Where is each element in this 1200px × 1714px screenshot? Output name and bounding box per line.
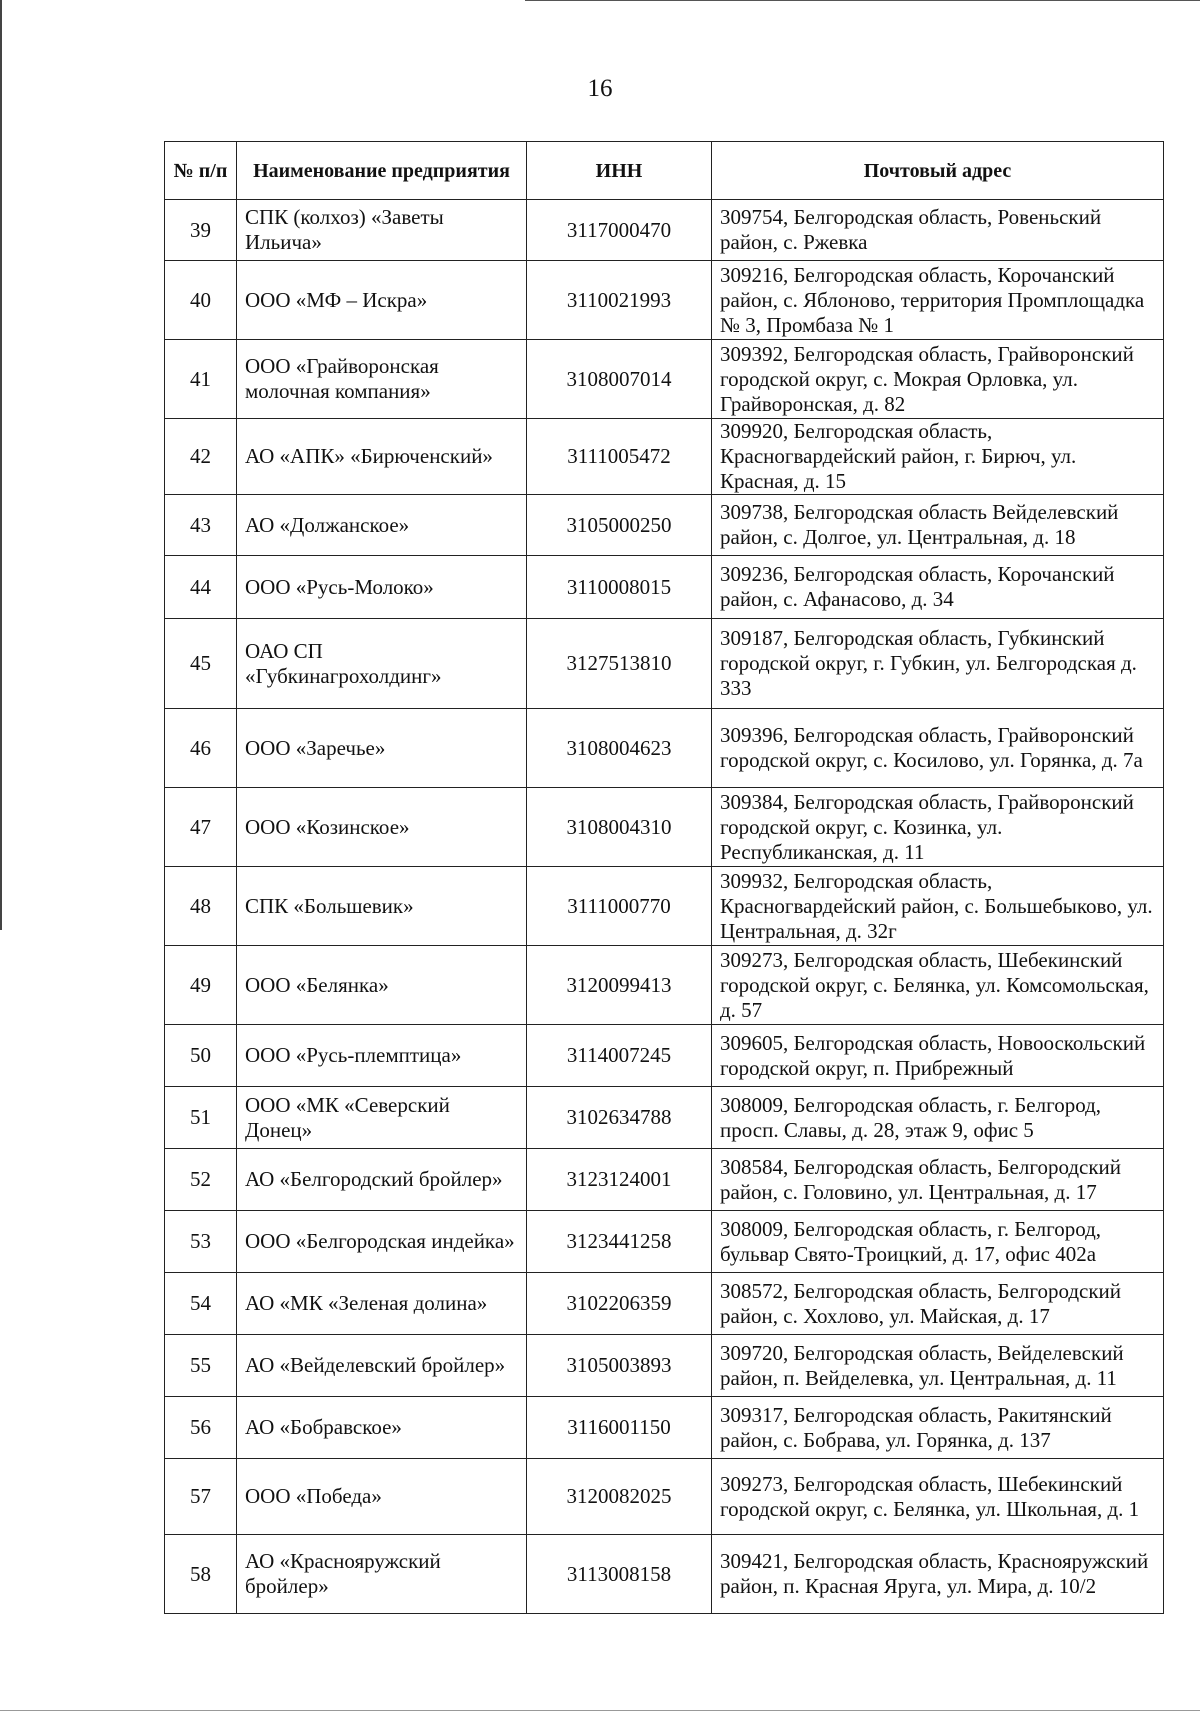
row-address: 309187, Белгородская область, Губкинский городской округ, г. Губкин, ул. Белгородская д. 333	[712, 619, 1164, 709]
row-address: 309236, Белгородская область, Корочанский район, с. Афанасово, д. 34	[712, 556, 1164, 619]
table-row	[165, 1459, 1164, 1535]
row-address: 309273, Белгородская область, Шебекинский городской округ, с. Белянка, ул. Школьная, д. 1	[712, 1459, 1164, 1535]
row-name: ООО «МК «Северский Донец»	[237, 1087, 527, 1149]
row-address: 309738, Белгородская область Вейделевский район, с. Долгое, ул. Центральная, д. 18	[712, 495, 1164, 556]
row-inn: 3123441258	[527, 1211, 712, 1273]
enterprise-table	[164, 141, 1164, 1614]
row-num: 45	[165, 619, 237, 709]
row-address: 309392, Белгородская область, Грайворонский городской округ, с. Мокрая Орловка, ул. Грайворонская, д. 82	[712, 340, 1164, 419]
table-row	[165, 556, 1164, 619]
table-row	[165, 1397, 1164, 1459]
row-name: ООО «МФ – Искра»	[237, 261, 527, 340]
page-number: 16	[587, 75, 613, 102]
table-row	[165, 619, 1164, 709]
row-num: 53	[165, 1211, 237, 1273]
row-inn: 3102634788	[527, 1087, 712, 1149]
row-inn: 3105000250	[527, 495, 712, 556]
row-num: 40	[165, 261, 237, 340]
row-address: 308584, Белгородская область, Белгородский район, с. Головино, ул. Центральная, д. 17	[712, 1149, 1164, 1211]
table-row	[165, 1149, 1164, 1211]
header-name: Наименование предприятия	[237, 142, 527, 200]
row-inn: 3110008015	[527, 556, 712, 619]
row-inn: 3120082025	[527, 1459, 712, 1535]
row-num: 55	[165, 1335, 237, 1397]
scan-line-bottom	[0, 1710, 1200, 1711]
row-num: 42	[165, 419, 237, 495]
header-address: Почтовый адрес	[712, 142, 1164, 200]
header-inn: ИНН	[527, 142, 712, 200]
row-inn: 3111000770	[527, 867, 712, 946]
row-address: 309920, Белгородская область, Красногвардейский район, г. Бирюч, ул. Красная, д. 15	[712, 419, 1164, 495]
scan-line-top	[525, 0, 1200, 1]
row-address: 309216, Белгородская область, Корочанский район, с. Яблоново, территория Промплощадка № 3, Промбаза № 1	[712, 261, 1164, 340]
row-name: АО «Должанское»	[237, 495, 527, 556]
row-num: 46	[165, 709, 237, 788]
row-inn: 3127513810	[527, 619, 712, 709]
row-name: ООО «Русь-племптица»	[237, 1025, 527, 1087]
row-inn: 3108004623	[527, 709, 712, 788]
row-inn: 3120099413	[527, 946, 712, 1025]
row-inn: 3116001150	[527, 1397, 712, 1459]
row-num: 39	[165, 200, 237, 261]
row-num: 44	[165, 556, 237, 619]
row-inn: 3123124001	[527, 1149, 712, 1211]
row-name: ОАО СП «Губкинагрохолдинг»	[237, 619, 527, 709]
row-num: 51	[165, 1087, 237, 1149]
row-name: АО «Белгородский бройлер»	[237, 1149, 527, 1211]
row-inn: 3108007014	[527, 340, 712, 419]
row-address: 309273, Белгородская область, Шебекинский городской округ, с. Белянка, ул. Комсомольская, д. 57	[712, 946, 1164, 1025]
row-num: 41	[165, 340, 237, 419]
row-address: 309932, Белгородская область, Красногвардейский район, с. Большебыково, ул. Центральная, д. 32г	[712, 867, 1164, 946]
row-address: 309605, Белгородская область, Новооскольский городской округ, п. Прибрежный	[712, 1025, 1164, 1087]
row-num: 56	[165, 1397, 237, 1459]
row-inn: 3102206359	[527, 1273, 712, 1335]
row-inn: 3110021993	[527, 261, 712, 340]
row-name: ООО «Белянка»	[237, 946, 527, 1025]
row-num: 48	[165, 867, 237, 946]
table-row	[165, 709, 1164, 788]
row-name: АО «Вейделевский бройлер»	[237, 1335, 527, 1397]
table-row	[165, 788, 1164, 867]
table-row	[165, 200, 1164, 261]
table-row	[165, 1087, 1164, 1149]
table-header-row	[165, 142, 1164, 200]
table-row	[165, 1335, 1164, 1397]
row-address: 309384, Белгородская область, Грайворонский городской округ, с. Козинка, ул. Республиканская, д. 11	[712, 788, 1164, 867]
row-inn: 3111005472	[527, 419, 712, 495]
row-name: АО «АПК» «Бирюченский»	[237, 419, 527, 495]
table-row	[165, 1535, 1164, 1614]
table-row	[165, 1211, 1164, 1273]
row-name: АО «МК «Зеленая долина»	[237, 1273, 527, 1335]
row-inn: 3114007245	[527, 1025, 712, 1087]
row-address: 308009, Белгородская область, г. Белгород, просп. Славы, д. 28, этаж 9, офис 5	[712, 1087, 1164, 1149]
header-num: № п/п	[165, 142, 237, 200]
row-name: ООО «Заречье»	[237, 709, 527, 788]
row-name: ООО «Русь-Молоко»	[237, 556, 527, 619]
row-num: 43	[165, 495, 237, 556]
table-row	[165, 1273, 1164, 1335]
row-num: 57	[165, 1459, 237, 1535]
row-name: ООО «Белгородская индейка»	[237, 1211, 527, 1273]
scan-edge-left	[0, 0, 2, 930]
table-row	[165, 946, 1164, 1025]
table-row	[165, 419, 1164, 495]
table-row	[165, 867, 1164, 946]
row-num: 50	[165, 1025, 237, 1087]
row-address: 309754, Белгородская область, Ровеньский район, с. Ржевка	[712, 200, 1164, 261]
row-inn: 3117000470	[527, 200, 712, 261]
row-address: 309720, Белгородская область, Вейделевский район, п. Вейделевка, ул. Центральная, д. 11	[712, 1335, 1164, 1397]
row-name: ООО «Грайворонская молочная компания»	[237, 340, 527, 419]
row-address: 309421, Белгородская область, Краснояружский район, п. Красная Яруга, ул. Мира, д. 10/2	[712, 1535, 1164, 1614]
row-inn: 3113008158	[527, 1535, 712, 1614]
row-num: 58	[165, 1535, 237, 1614]
table-row	[165, 340, 1164, 419]
row-address: 309317, Белгородская область, Ракитянский район, с. Бобрава, ул. Горянка, д. 137	[712, 1397, 1164, 1459]
row-address: 309396, Белгородская область, Грайворонский городской округ, с. Косилово, ул. Горянка, д. 7а	[712, 709, 1164, 788]
row-inn: 3108004310	[527, 788, 712, 867]
table-row	[165, 495, 1164, 556]
row-address: 308572, Белгородская область, Белгородский район, с. Хохлово, ул. Майская, д. 17	[712, 1273, 1164, 1335]
row-address: 308009, Белгородская область, г. Белгород, бульвар Свято-Троицкий, д. 17, офис 402а	[712, 1211, 1164, 1273]
table-row	[165, 1025, 1164, 1087]
row-num: 54	[165, 1273, 237, 1335]
row-name: АО «Бобравское»	[237, 1397, 527, 1459]
row-name: СПК (колхоз) «Заветы Ильича»	[237, 200, 527, 261]
row-num: 47	[165, 788, 237, 867]
row-inn: 3105003893	[527, 1335, 712, 1397]
table-row	[165, 261, 1164, 340]
row-name: АО «Краснояружский бройлер»	[237, 1535, 527, 1614]
row-num: 52	[165, 1149, 237, 1211]
row-num: 49	[165, 946, 237, 1025]
row-name: ООО «Победа»	[237, 1459, 527, 1535]
row-name: ООО «Козинское»	[237, 788, 527, 867]
row-name: СПК «Большевик»	[237, 867, 527, 946]
